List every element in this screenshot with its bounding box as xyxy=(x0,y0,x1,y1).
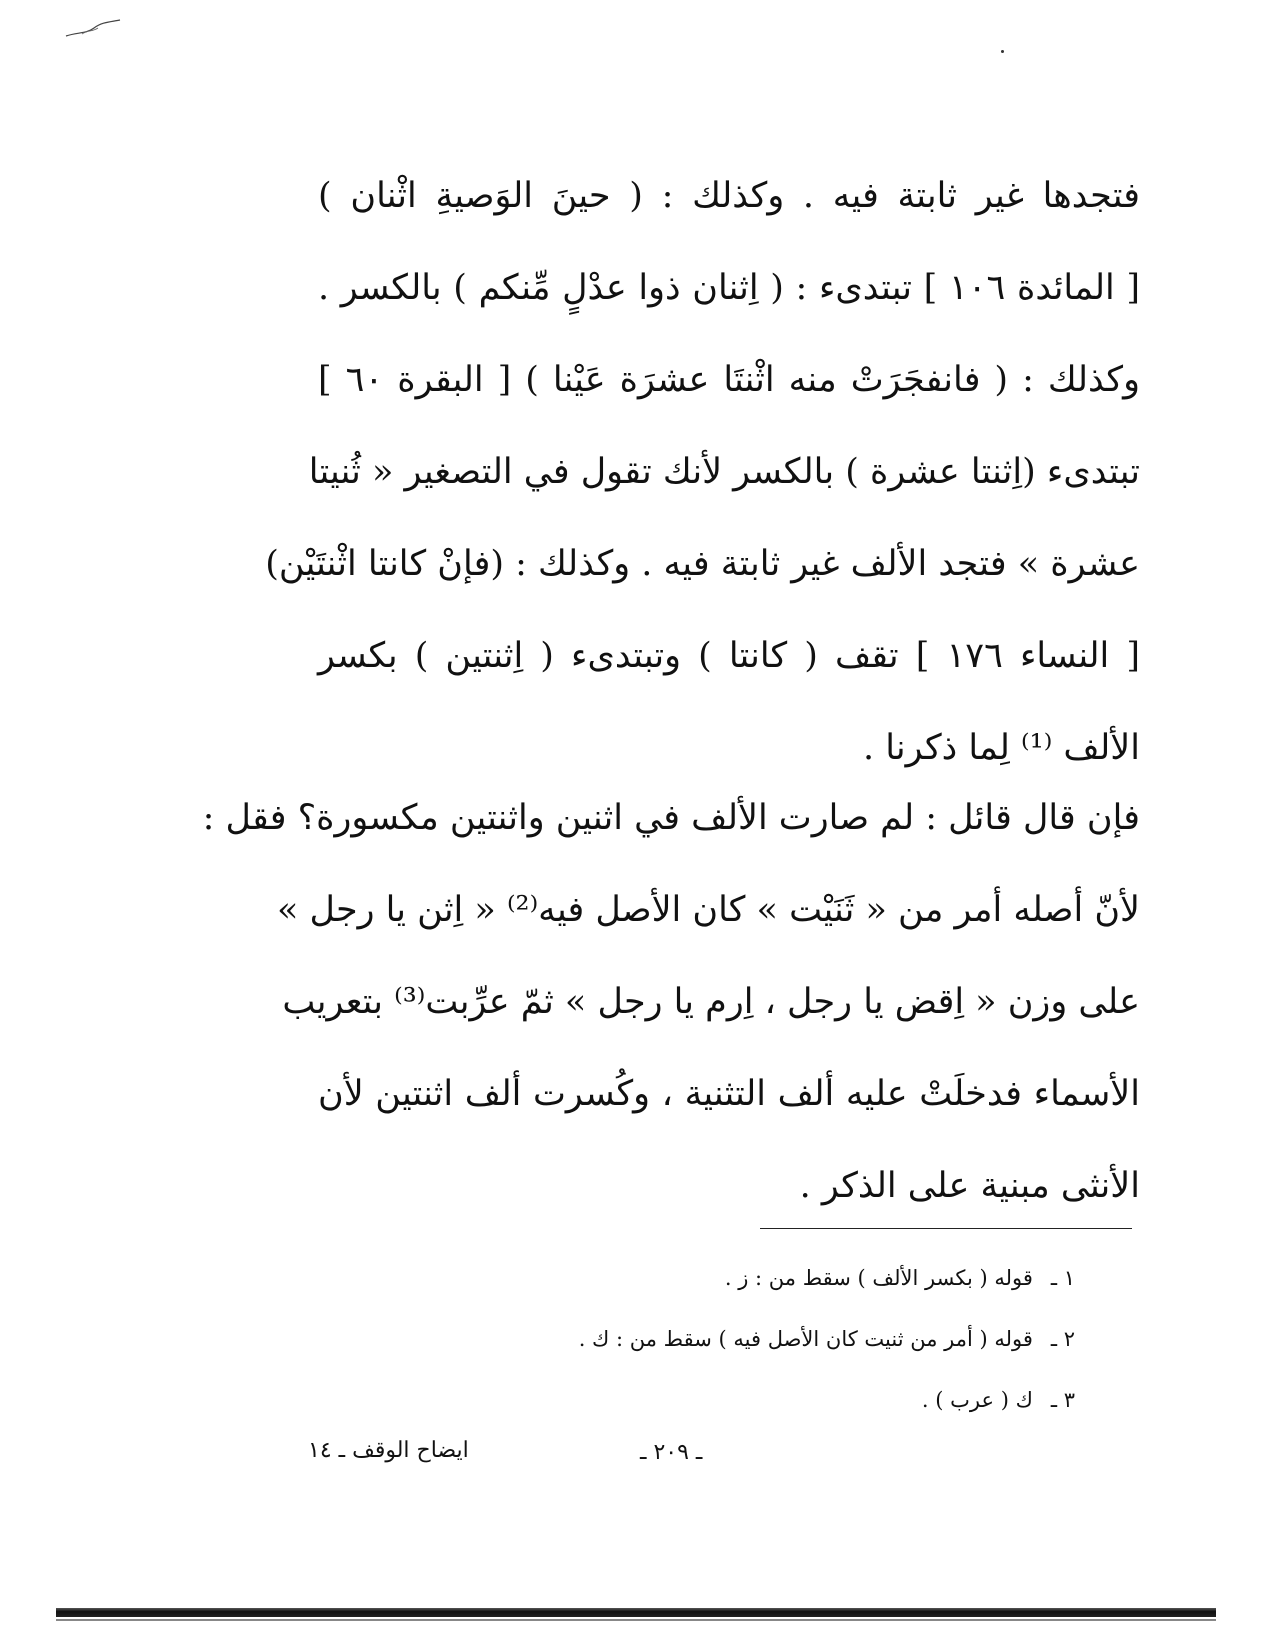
footnote-text: ك ( عرب ) . xyxy=(921,1388,1033,1412)
footnote-item xyxy=(275,1248,1075,1309)
footnote-text: قوله ( بكسر الألف ) سقط من : ز . xyxy=(724,1266,1033,1290)
scan-speck xyxy=(1001,50,1004,53)
footnote-number: ٣ ـ xyxy=(1050,1388,1075,1412)
footnote-item xyxy=(275,1370,1075,1431)
footnote-separator-rule xyxy=(760,1228,1132,1229)
text-line: تبتدىء (اِثنتا عشرة ) بالكسر لأنك تقول في التصغير « ثُنيتا xyxy=(308,452,1140,492)
text-line: [ النساء ١٧٦ ] تقف ( كانتا ) وتبتدىء ( اِثنتين ) بكسر xyxy=(318,636,1141,676)
text-line: فإن قال قائل : لم صارت الألف في اثنين واثنتين مكسورة؟ فقل : xyxy=(202,798,1140,838)
text-line: الأسماء فدخلَتْ عليه ألف التثنية ، وكُسرت ألف اثنتين لأن xyxy=(318,1074,1140,1114)
footnote-number: ١ ـ xyxy=(1050,1266,1075,1290)
footnote-item xyxy=(275,1309,1075,1370)
main-paragraph-2 xyxy=(202,772,1140,1232)
signature-mark: ايضاح الوقف ـ ١٤ xyxy=(308,1438,469,1463)
main-paragraph-1 xyxy=(265,150,1141,794)
text-line: عشرة » فتجد الألف غير ثابتة فيه . وكذلك : (فإنْ كانتا اثْنتَيْن) xyxy=(265,544,1140,584)
text-line: وكذلك : ( فانفجَرَتْ منه اثْنتَا عشرَة عَيْنا ) [ البقرة ٦٠ ] xyxy=(318,360,1140,400)
text-line: فتجدها غير ثابتة فيه . وكذلك : ( حينَ الوَصيةِ اثْنان ) xyxy=(318,176,1140,216)
text-line: الألف ⁽¹⁾ لِما ذكرنا . xyxy=(863,728,1140,768)
footnote-text: قوله ( أمر من ثنيت كان الأصل فيه ) سقط من : ك . xyxy=(578,1327,1033,1351)
text-line: على وزن « اِقض يا رجل ، اِرم يا رجل » ثمّ عرِّبت⁽³⁾ بتعريب xyxy=(282,982,1140,1022)
scan-smudge-mark xyxy=(64,16,124,40)
scan-bottom-edge-bar xyxy=(56,1608,1216,1617)
footnotes xyxy=(275,1248,1075,1431)
text-line: الأنثى مبنية على الذكر . xyxy=(799,1166,1140,1206)
text-line: [ المائدة ١٠٦ ] تبتدىء : ( اِثنان ذوا عدْلٍ مِّنكم ) بالكسر . xyxy=(318,268,1140,308)
text-line: لأنّ أصله أمر من « ثَنَيْت » كان الأصل فيه⁽²⁾ « اِثن يا رجل » xyxy=(276,890,1140,930)
scan-bottom-edge-line xyxy=(56,1619,1216,1621)
footnote-number: ٢ ـ xyxy=(1050,1327,1075,1351)
page-number: ـ ٢٠٩ ـ xyxy=(640,1440,703,1465)
